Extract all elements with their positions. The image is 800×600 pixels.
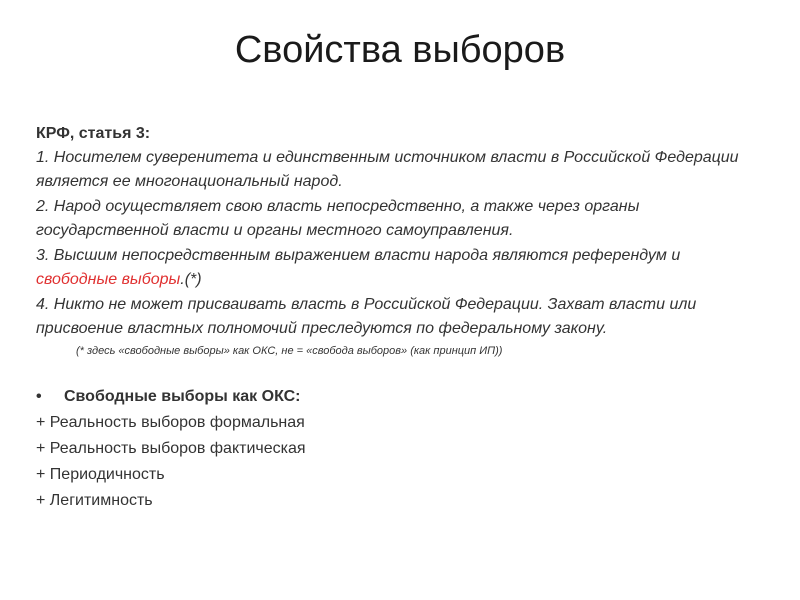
property-item: + Реальность выборов формальная [36, 414, 305, 431]
article-item-3-prefix: 3. Высшим непосредственным выражением власти народа являются референдум и [36, 247, 681, 264]
slide-title: Свойства выборов [234, 29, 566, 71]
section-heading: КРФ, статья 3: [36, 125, 151, 142]
footnote: (* здесь «свободные выборы» как ОКС, не = «свобода выборов» (как принцип ИП)) [76, 345, 503, 357]
article-item-3-suffix: .(*) [180, 271, 202, 288]
property-item: + Легитимность [36, 492, 153, 509]
bullet-marker: • [36, 388, 42, 405]
article-item-1: 1. Носителем суверенитета и единственным источником власти в Российской Федерации является ее многонациональный народ. [36, 149, 739, 190]
slide-content [36, 122, 756, 513]
free-elections-highlight: свободные выборы [36, 271, 181, 288]
bullet-heading-text: Свободные выборы как ОКС: [64, 388, 301, 405]
property-item: + Реальность выборов фактическая [36, 440, 306, 457]
property-item: + Периодичность [36, 466, 165, 483]
article-item-4: 4. Никто не может присваивать власть в Российской Федерации. Захват власти или присвоение властных полномочий преследуются по федеральному закону. [36, 296, 697, 337]
bullet-heading [36, 385, 756, 409]
article-item-3 [36, 244, 756, 292]
article-item-2: 2. Народ осуществляет свою власть непосредственно, а также через органы государственной власти и органы местного самоуправления. [36, 198, 640, 239]
